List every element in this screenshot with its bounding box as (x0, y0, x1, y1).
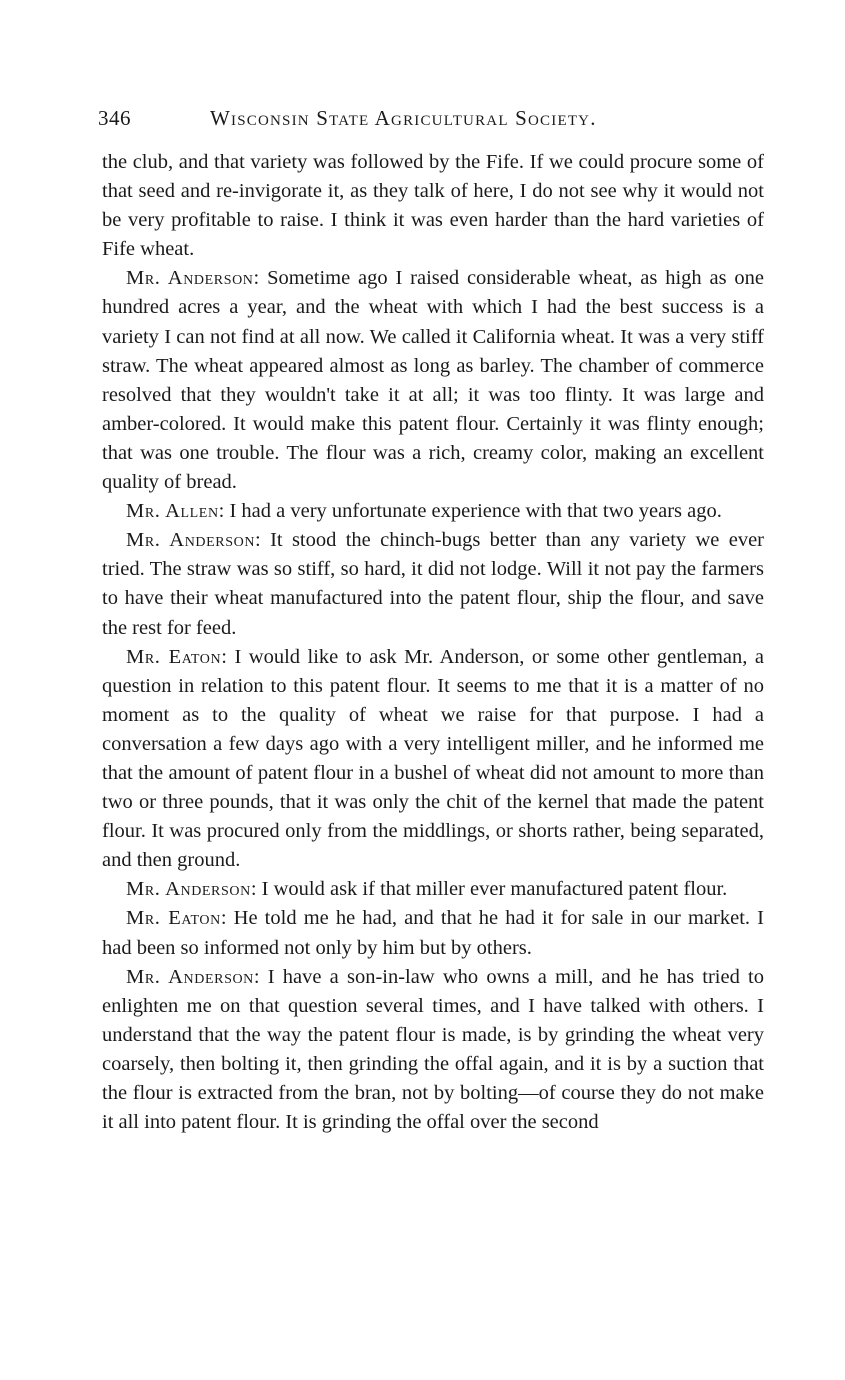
speaker-name: Mr. Allen (126, 500, 219, 523)
paragraph-anderson-4: Mr. Anderson: I have a son-in-law who owns a mill, and he has tried to enlighten me on that question several times, and I have talked with others. I understand that the way the patent flour is made, is by grinding the wheat very coarsely, then bolting it, then grinding the offal again, and it is by a suction that the flour is extracted from the bran, not by bolting—of course they do not make it all into patent flour. It is grinding the offal over the second (102, 965, 764, 1134)
speaker-name: Mr. Anderson (126, 878, 251, 901)
paragraph-eaton-2: Mr. Eaton: He told me he had, and that he had it for sale in our market. I had been so informed not only by him but by others. (102, 907, 764, 959)
paragraph-text: the club, and that variety was followed by the Fife. If we could procure some of that seed and re-invigorate it, as they talk of here, I do not see why it would not be very profitable to raise. I think it was even harder than the hard varieties of Fife wheat. (102, 151, 764, 261)
paragraph-eaton-1: Mr. Eaton: I would like to ask Mr. Anderson, or some other gentleman, a question in relation to this patent flour. It seems to me that it is a matter of no moment as to the quality of wheat we raise for that purpose. I had a conversation a few days ago with a very intelligent miller, and he informed me that the amount of patent flour in a bushel of wheat did not amount to more than two or three pounds, that it was only the chit of the kernel that made the patent flour. It was procured only from the middlings, or shorts rather, being separated, and then ground. (102, 645, 764, 872)
speaker-name: Mr. Eaton (126, 645, 222, 668)
paragraph-text: He told me he had, and that he had it for sale in our market. I had been so informed not only by him but by others. (102, 907, 764, 959)
paragraph-anderson-2: Mr. Anderson: It stood the chinch-bugs better than any variety we ever tried. The straw was so stiff, so hard, it did not lodge. Will it not pay the farmers to have their wheat manufactured into the patent flour, ship the flour, and save the rest for feed. (102, 529, 764, 639)
running-head: Wisconsin State Agricultural Society. (210, 106, 597, 130)
paragraph-text: It stood the chinch-bugs better than any variety we ever tried. The straw was so stiff, so hard, it did not lodge. Will it not pay the farmers to have their wheat manufactured into the patent flour, ship the flour, and save the rest for feed. (102, 529, 764, 639)
speaker-name: Mr. Anderson (126, 267, 254, 290)
speaker-name: Mr. Anderson (126, 965, 254, 988)
paragraph-anderson-3: Mr. Anderson: I would ask if that miller ever manufactured patent flour. (126, 878, 728, 901)
page-number: 346 (98, 106, 131, 130)
paragraph-continuation (102, 148, 764, 264)
paragraph-allen-1: Mr. Allen: I had a very unfortunate experience with that two years ago. (126, 500, 722, 523)
speaker-name: Mr. Anderson (126, 529, 256, 552)
page-header (98, 106, 763, 136)
paragraph-text: I would like to ask Mr. Anderson, or some other gentleman, a question in relation to this patent flour. It seems to me that it is a matter of no moment as to the quality of wheat we raise for that purpose. I had a conversation a few days ago with a very intelligent miller, and he informed me that the amount of patent flour in a bushel of wheat did not amount to more than two or three pounds, that it was only the chit of the kernel that made the patent flour. It was procured only from the middlings, or shorts rather, being separated, and then ground. (102, 645, 764, 872)
speaker-name: Mr. Eaton (126, 907, 221, 930)
paragraph-text: Sometime ago I raised considerable wheat, as high as one hundred acres a year, and the wheat with which I had the best success is a variety I can not find at all now. We called it California wheat. It was a very stiff straw. The wheat appeared almost as long as barley. The chamber of commerce resolved that they wouldn't take it at all; it was too flinty. It was large and amber-colored. It would make this patent flour. Certainly it was flinty enough; that was one trouble. The flour was a rich, creamy color, making an excellent quality of bread. (102, 267, 764, 494)
paragraph-text: I had a very unfortunate experience with that two years ago. (229, 500, 722, 523)
paragraph-text: I have a son-in-law who owns a mill, and he has tried to enlighten me on that question several times, and I have talked with others. I understand that the way the patent flour is made, is by grinding the wheat very coarsely, then bolting it, then grinding the offal again, and it is by a suction that the flour is extracted from the bran, not by bolting—of course they do not make it all into patent flour. It is grinding the offal over the second (102, 965, 764, 1134)
body-text (102, 148, 764, 1137)
paragraph-text: I would ask if that miller ever manufactured patent flour. (261, 878, 728, 901)
paragraph-anderson-1: Mr. Anderson: Sometime ago I raised considerable wheat, as high as one hundred acres a year, and the wheat with which I had the best success is a variety I can not find at all now. We called it California wheat. It was a very stiff straw. The wheat appeared almost as long as barley. The chamber of commerce resolved that they wouldn't take it at all; it was too flinty. It was large and amber-colored. It would make this patent flour. Certainly it was flinty enough; that was one trouble. The flour was a rich, creamy color, making an excellent quality of bread. (102, 267, 764, 494)
